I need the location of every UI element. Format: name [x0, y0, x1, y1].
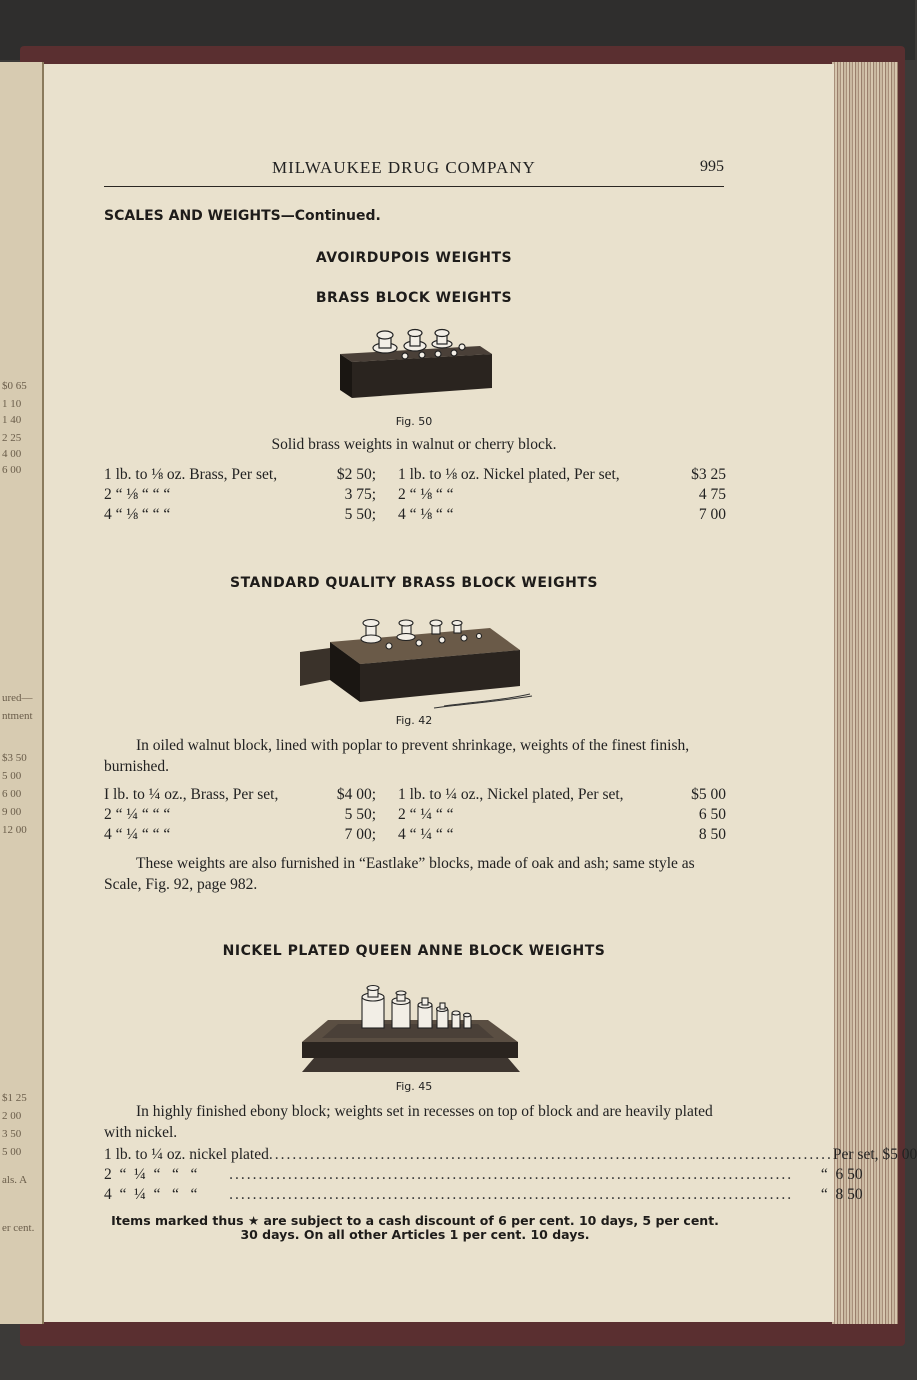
leader-dots: ................................................................................................: [268, 1146, 833, 1163]
header-title: MILWAUKEE DRUG COMPANY: [272, 158, 536, 177]
left-margin-text: 12 00: [2, 824, 27, 836]
brass-price-row: [104, 466, 726, 486]
left-page-edge: [0, 62, 44, 1324]
queen-anne-item: 1 lb. to ¼ oz. nickel plated: [104, 1146, 269, 1163]
standard-description: In oiled walnut block, lined with poplar to prevent shrinkage, weights of the finest finish, burnished.: [104, 737, 690, 775]
queen-anne-item: 2 “ ¼ “ “ “: [104, 1166, 206, 1183]
queen-anne-description: In highly finished ebony block; weights set in recesses on top of block and are heavily plated with nickel.: [104, 1103, 713, 1141]
left-margin-text: $1 25: [2, 1092, 27, 1104]
left-margin-text: 4 00: [2, 448, 22, 460]
left-margin-text: 2 25: [2, 432, 22, 444]
left-margin-text: 5 00: [2, 770, 22, 782]
brass-price-row: [104, 486, 726, 506]
brass-item: I lb. to ¼ oz., Brass, Per set,: [104, 786, 279, 803]
left-margin-text: ntment: [2, 710, 33, 722]
nickel-item: 4 “ ¼ “ “: [398, 826, 454, 843]
left-margin-text: $0 65: [2, 380, 27, 392]
brass-item: 2 “ ¼ “ “ “: [104, 806, 171, 823]
heading-avoirdupois: AVOIRDUPOIS WEIGHTS: [315, 250, 513, 266]
left-margin-text: $3 50: [2, 752, 27, 764]
fig-45-caption: Fig. 45: [395, 1080, 433, 1093]
left-margin-text: 6 00: [2, 464, 22, 476]
footer-discount-line2: 30 days. On all other Articles 1 per cent. 10 days.: [240, 1227, 590, 1242]
standard-price-row: [104, 786, 726, 806]
fig-42-caption: Fig. 42: [395, 714, 433, 727]
heading-brass-block: BRASS BLOCK WEIGHTS: [315, 290, 513, 306]
left-margin-text: ured—: [2, 692, 33, 704]
left-margin-text: er cent.: [2, 1222, 35, 1234]
brass-item: 2 “ ⅛ “ “ “: [104, 486, 171, 503]
left-margin-text: 2 00: [2, 1110, 22, 1122]
left-margin-text: 6 00: [2, 788, 22, 800]
queen-anne-block-illustration: [298, 984, 522, 1076]
nickel-price: $3 25: [691, 466, 726, 483]
left-margin-text: als. A: [2, 1174, 28, 1186]
nickel-item: 1 lb. to ¼ oz., Nickel plated, Per set,: [398, 786, 624, 803]
standard-block-illustration: [294, 616, 538, 712]
brass-item: 4 “ ¼ “ “ “: [104, 826, 171, 843]
nickel-price: 4 75: [698, 486, 726, 503]
section-title: SCALES AND WEIGHTS—Continued.: [104, 208, 381, 224]
footer-discount-line1: Items marked thus ★ are subject to a cash discount of 6 per cent. 10 days, 5 per cent.: [111, 1213, 719, 1228]
running-header: [104, 158, 724, 187]
heading-queen-anne: NICKEL PLATED QUEEN ANNE BLOCK WEIGHTS: [222, 943, 606, 959]
leader-dots: ................................................................................................: [229, 1166, 794, 1183]
brass-price: $2 50;: [336, 466, 376, 483]
left-margin-text: 5 00: [2, 1146, 22, 1158]
left-margin-text: 1 40: [2, 414, 22, 426]
queen-anne-price-row: [104, 1166, 863, 1186]
brass-price: $4 00;: [336, 786, 376, 803]
heading-standard-quality: STANDARD QUALITY BRASS BLOCK WEIGHTS: [230, 575, 598, 591]
nickel-price: $5 00: [691, 786, 726, 803]
nickel-price: 7 00: [698, 506, 726, 523]
nickel-item: 1 lb. to ⅛ oz. Nickel plated, Per set,: [398, 466, 620, 483]
page-number: 995: [700, 158, 724, 175]
page-edges: [832, 62, 898, 1324]
brass-price-row: [104, 506, 726, 526]
leader-dots: ................................................................................................: [229, 1186, 794, 1203]
nickel-price: 8 50: [698, 826, 726, 843]
queen-anne-price-row: [104, 1146, 917, 1166]
brass-price: 3 75;: [344, 486, 376, 503]
queen-anne-price: Per set, $5 00: [832, 1146, 917, 1163]
nickel-item: 2 “ ⅛ “ “: [398, 486, 454, 503]
left-margin-text: 1 10: [2, 398, 22, 410]
nickel-item: 2 “ ¼ “ “: [398, 806, 454, 823]
brass-price: 5 50;: [344, 806, 376, 823]
standard-price-row: [104, 826, 726, 846]
nickel-price: 6 50: [698, 806, 726, 823]
queen-anne-price-row: [104, 1186, 863, 1206]
queen-anne-price: “ 6 50: [813, 1166, 863, 1183]
brass-item: 4 “ ⅛ “ “ “: [104, 506, 171, 523]
brass-description: Solid brass weights in walnut or cherry block.: [271, 436, 557, 453]
queen-anne-price: “ 8 50: [813, 1186, 863, 1203]
nickel-item: 4 “ ⅛ “ “: [398, 506, 454, 523]
left-margin-text: 9 00: [2, 806, 22, 818]
queen-anne-item: 4 “ ¼ “ “ “: [104, 1186, 206, 1203]
fig-50-caption: Fig. 50: [395, 415, 433, 428]
brass-block-illustration: [330, 326, 500, 404]
brass-item: 1 lb. to ⅛ oz. Brass, Per set,: [104, 466, 278, 483]
brass-price: 7 00;: [344, 826, 376, 843]
brass-price: 5 50;: [344, 506, 376, 523]
standard-price-row: [104, 806, 726, 826]
left-margin-text: 3 50: [2, 1128, 22, 1140]
eastlake-note: These weights are also furnished in “Eastlake” blocks, made of oak and ash; same style as Scale, Fig. 92, page 982.: [104, 855, 695, 893]
